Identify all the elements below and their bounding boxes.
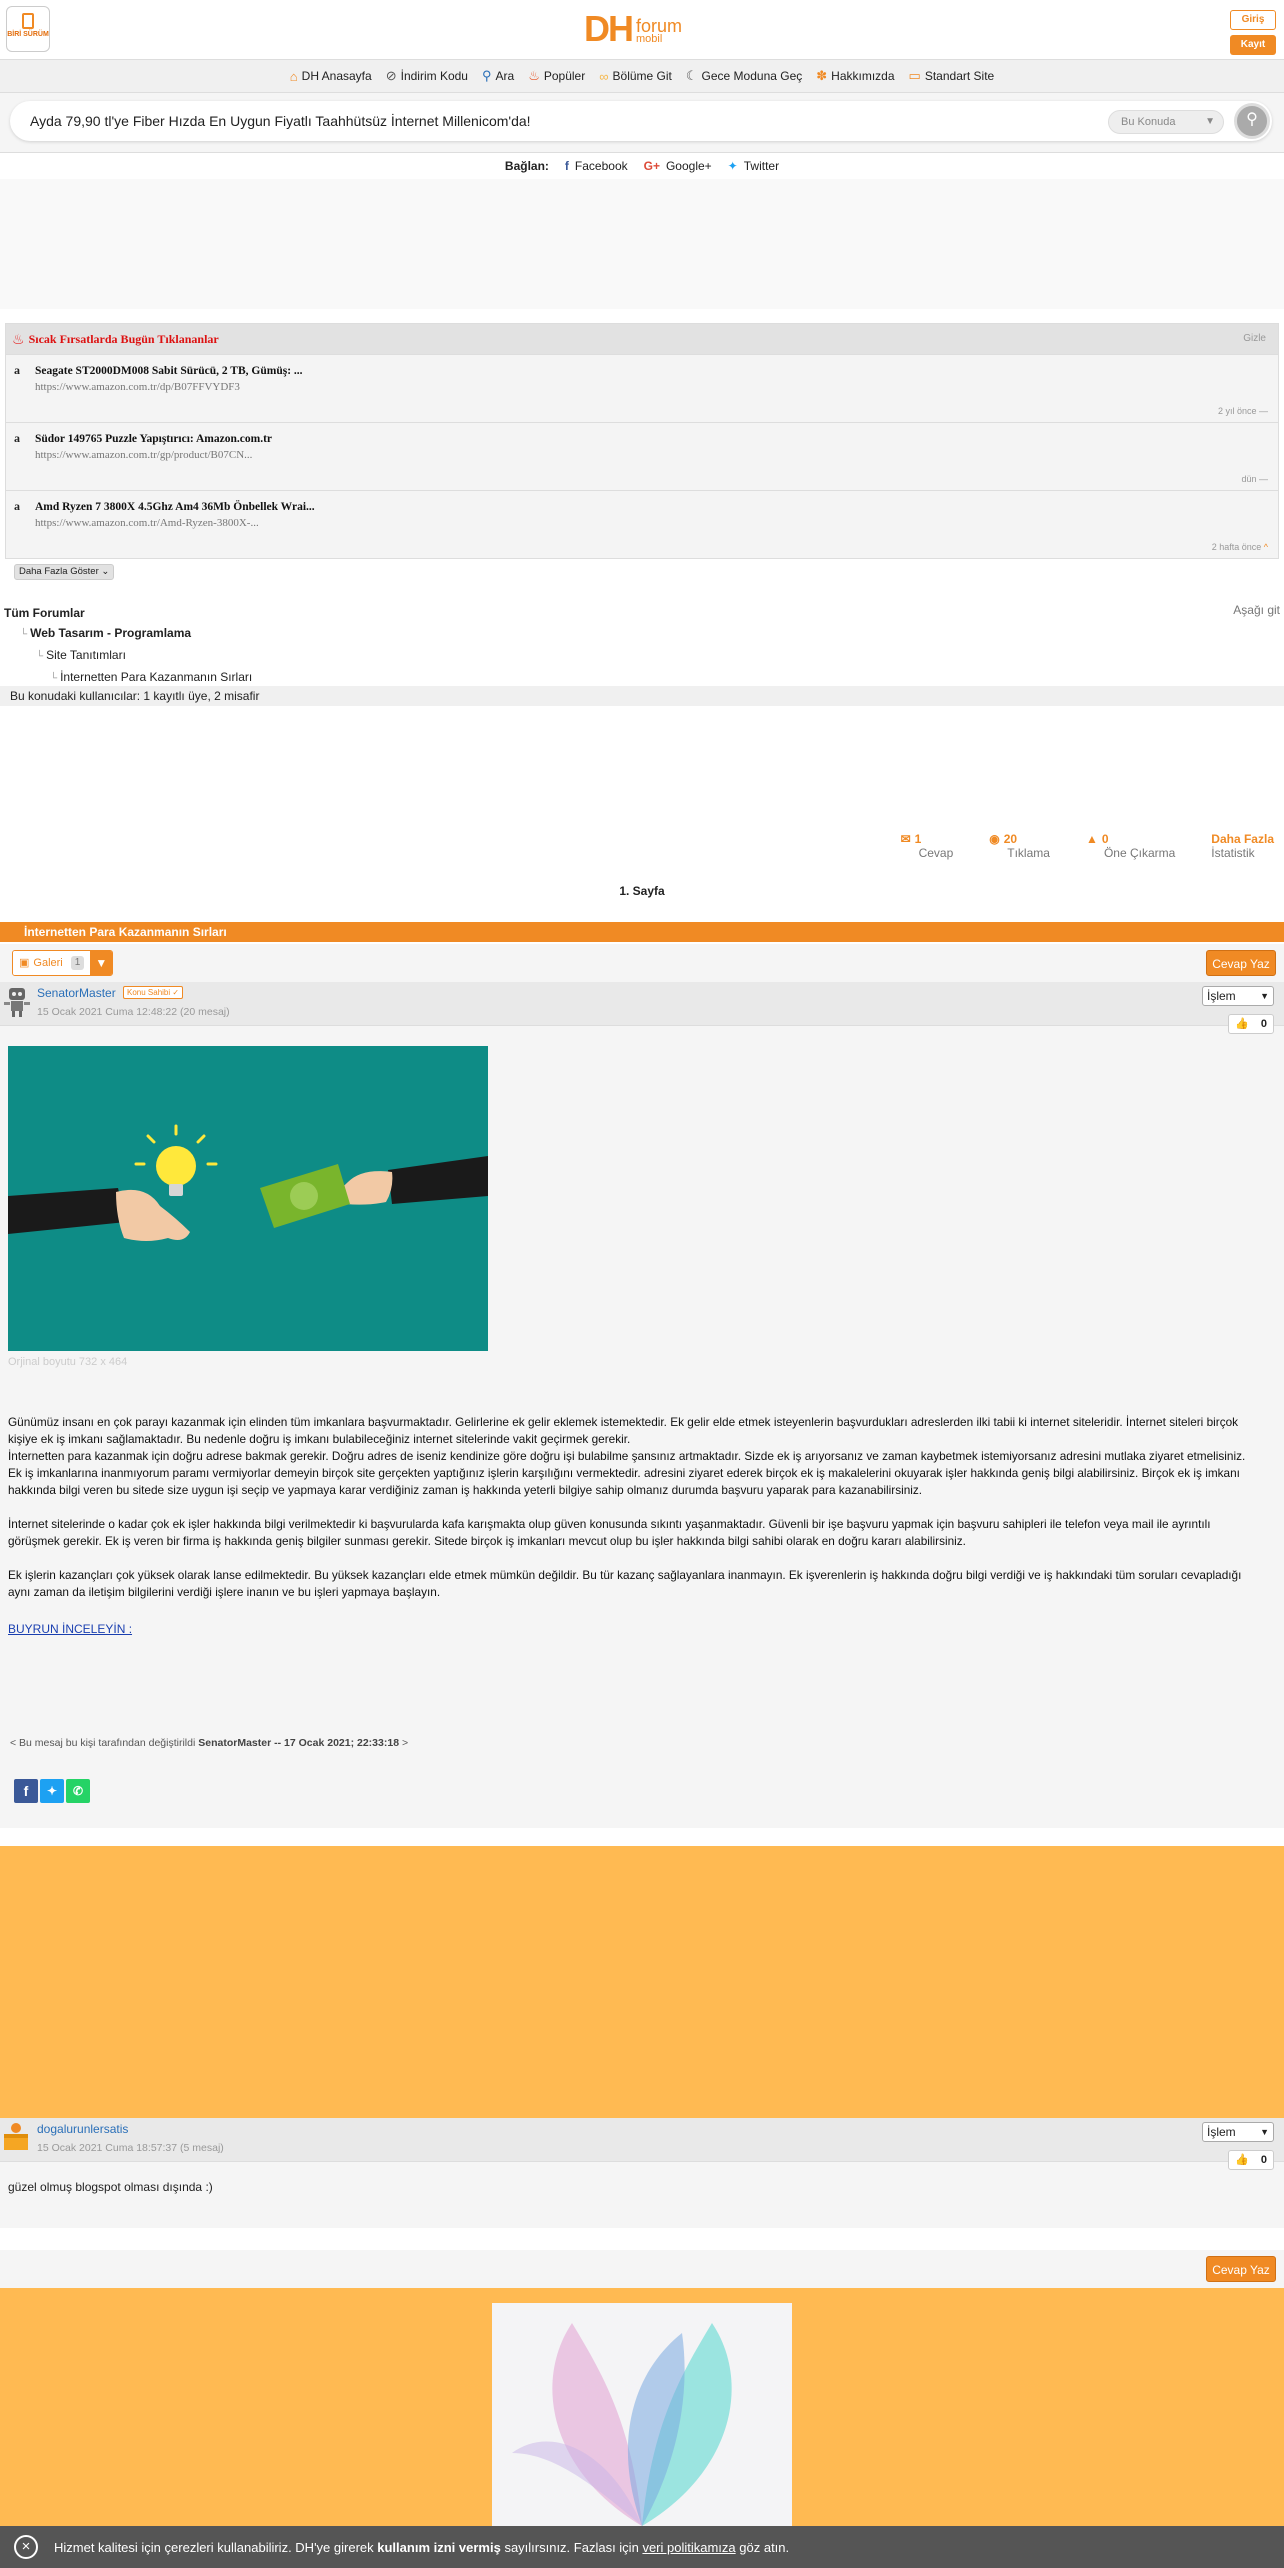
deal-time: [1212, 542, 1268, 552]
chevron-down-icon[interactable]: ▼: [90, 951, 112, 975]
stat-clicks: [989, 832, 1050, 860]
deal-time-text: 2 yıl önce: [1217, 406, 1257, 416]
link-icon: ∞: [599, 68, 609, 84]
cookie-text: göz atın.: [739, 2539, 790, 2555]
thumbs-up-icon: 👍: [1235, 1018, 1249, 1030]
image-icon: ▣: [19, 957, 30, 969]
google-plus-icon: G+: [643, 159, 660, 173]
arrow-up-icon: ▲: [1085, 832, 1098, 846]
discount-icon: ⊘: [385, 68, 397, 83]
edit-separator: --: [274, 1737, 282, 1749]
chevron-down-icon: ▼: [1260, 991, 1269, 1001]
register-button[interactable]: Kayıt: [1230, 35, 1276, 55]
share-buttons: [14, 1779, 90, 1803]
nav-item-home[interactable]: [290, 69, 372, 84]
post: [0, 982, 1284, 1828]
cookie-bold: kullanım izni vermiş: [377, 2539, 501, 2555]
google-link[interactable]: [644, 159, 712, 173]
hot-deals-title: Sıcak Fırsatlarda Bugün Tıklananlar: [28, 331, 219, 346]
fire-icon: ♨: [528, 68, 540, 83]
thumbs-up-icon: 👍: [1235, 2154, 1249, 2166]
post-image[interactable]: [8, 1046, 488, 1351]
show-more-deals-button[interactable]: [14, 564, 114, 580]
nav-item-search[interactable]: [482, 68, 514, 84]
search-button[interactable]: [1234, 103, 1270, 139]
topic-users-info: Bu konudaki kullanıcılar: 1 kayıtlı üye, 2 misafir: [0, 686, 1284, 706]
gallery-label: Galeri: [33, 957, 63, 969]
nav-item-popular[interactable]: [528, 68, 585, 84]
action-label: İşlem: [1207, 2125, 1236, 2139]
reply-button[interactable]: Cevap Yaz: [1206, 2256, 1276, 2282]
post-header: [0, 982, 1284, 1026]
edit-prefix: < Bu mesaj bu kişi tarafından değiştirildi: [10, 1737, 196, 1749]
post-paragraph: Günümüz insanı en çok parayı kazanmak için elinden tüm imkanlara başvurmaktadır. Gelirlerine ek gelir eklemek istemektedir. Ek gelir elde etmek isteyenlerin başvurdukları adreslerden ilki tabii ki internet siteleridir. İnternet siteleri birçok kişiye ek iş imkanı sağlamaktadır. Bu nedenle doğru iş imkanı bulabileceğiniz internet sitelerinde vakit geçirmek gerekir.: [8, 1415, 1239, 1446]
edit-user: SenatorMaster: [198, 1737, 272, 1749]
logo-main: DH: [584, 8, 632, 49]
breadcrumb-web-design[interactable]: [4, 623, 252, 645]
chevron-down-icon: ▼: [1205, 116, 1215, 127]
hot-deals-box: [5, 323, 1279, 559]
amazon-icon: a: [14, 431, 20, 445]
edit-date: 17 Ocak 2021; 22:33:18: [284, 1737, 400, 1749]
avatar[interactable]: [0, 2120, 34, 2154]
topic-title-bar: İnternetten Para Kazanmanın Sırları: [0, 922, 1284, 942]
cookie-banner: [0, 2526, 1284, 2568]
breadcrumb-label: Site Tanıtımları: [46, 648, 126, 662]
action-label: İşlem: [1207, 989, 1236, 1003]
main-nav: [0, 60, 1284, 93]
deal-url: https://www.amazon.com.tr/dp/B07FFVYDF3: [35, 381, 240, 393]
deal-item[interactable]: [6, 354, 1278, 422]
facebook-icon: f: [564, 159, 569, 173]
twitter-icon: ✦: [727, 159, 738, 173]
buyrun-inceleyin-link[interactable]: BUYRUN İNCELEYİN :: [8, 1622, 133, 1636]
search-icon: ⚲: [1246, 111, 1258, 128]
nav-label: İndirim Kodu: [400, 69, 468, 83]
tree-branch-icon: └: [50, 673, 58, 684]
top-header: [0, 0, 1284, 60]
post-body: güzel olmuş blogspot olması dışında :): [8, 2180, 213, 2194]
post-paragraph: Ek işlerin kazançları çok yüksek olarak lanse edilmektedir. Bu yüksek kazançları elde etmek mümkün değildir. Bu tür kazanç sağlayanlara inanmayın. Ek işverenlerin iş hakkında doğru bilgi verdiği ve iş hakkındaki tüm soruları cevapladığı aynı zaman da iletişim bilgilerini verdiği işlere inanın ve bu işleri yapmaya başlayın.: [8, 1568, 1242, 1599]
ad-block: [0, 1846, 1284, 2118]
nav-item-goto-section[interactable]: [599, 69, 672, 84]
stat-more[interactable]: [1211, 832, 1274, 860]
deal-time: dün —: [1241, 474, 1268, 484]
deal-item[interactable]: [6, 490, 1278, 558]
topic-owner-badge: Konu Sahibi ✓: [123, 986, 183, 999]
badge-label: Konu Sahibi: [127, 988, 171, 997]
site-logo[interactable]: [584, 8, 683, 49]
login-button[interactable]: Giriş: [1230, 10, 1276, 30]
close-icon[interactable]: ×: [14, 2535, 38, 2559]
hide-deals-button[interactable]: Gizle: [1243, 333, 1266, 344]
search-input[interactable]: [10, 101, 1272, 141]
connect-label: Bağlan:: [504, 159, 549, 173]
avatar[interactable]: [0, 984, 34, 1018]
post-action-select[interactable]: [1202, 2122, 1274, 2142]
deal-time-text: 2 hafta önce: [1211, 542, 1262, 552]
search-area: [0, 93, 1284, 153]
breadcrumb-label: İnternetten Para Kazanmanın Sırları: [60, 670, 253, 684]
ad-image[interactable]: [492, 2303, 792, 2526]
image-size-caption: Orjinal boyutu 732 x 464: [8, 1356, 128, 1368]
privacy-policy-link[interactable]: veri politikamıza: [642, 2539, 736, 2555]
topic-stats: [901, 832, 1274, 860]
amazon-icon: a: [14, 363, 20, 377]
go-down-link[interactable]: Aşağı git: [1233, 603, 1280, 617]
post-username[interactable]: SenatorMaster: [37, 986, 116, 1000]
post: [0, 2118, 1284, 2228]
nav-item-standard-site[interactable]: [909, 68, 995, 84]
new-version-button[interactable]: [6, 6, 50, 52]
facebook-link[interactable]: [565, 159, 628, 173]
deal-title[interactable]: Seagate ST2000DM008 Sabit Sürücü, 2 TB, Gümüş: ...: [35, 365, 303, 377]
stat-value: 20: [1003, 832, 1018, 846]
search-icon: ⚲: [481, 68, 492, 83]
ad-block: [0, 2288, 1284, 2526]
breadcrumb: [4, 603, 252, 689]
phone-icon: [22, 13, 34, 29]
twitter-share-icon[interactable]: ✦: [40, 1779, 64, 1803]
chevron-down-icon: ⌄: [101, 566, 110, 577]
like-count: 0: [1260, 2154, 1267, 2166]
logo-sub-forum: forum: [636, 16, 683, 36]
nav-label: Ara: [495, 69, 515, 83]
cookie-text: Hizmet kalitesi için çerezleri kullanabiliriz. DH'ye girerek: [54, 2539, 374, 2555]
nav-label: Standart Site: [924, 69, 995, 83]
comments-icon: ✉: [900, 832, 911, 846]
deal-url: https://www.amazon.com.tr/Amd-Ryzen-3800X-...: [35, 517, 259, 529]
search-promo-text: Ayda 79,90 tl'ye Fiber Hızda En Uygun Fiyatlı Taahhütsüz İnternet Millenicom'da!: [30, 113, 531, 129]
tree-branch-icon: └: [36, 651, 44, 662]
post-username[interactable]: dogalurunlersatis: [37, 2122, 129, 2136]
gallery-count: 1: [71, 956, 85, 970]
stat-value: 0: [1101, 832, 1109, 846]
chevron-down-icon: ▼: [1260, 2127, 1269, 2137]
deal-item[interactable]: [6, 422, 1278, 490]
deal-url: https://www.amazon.com.tr/gp/product/B07CN...: [35, 449, 253, 461]
page-number: 1. Sayfa: [619, 884, 665, 898]
moon-icon: ☾: [685, 68, 698, 83]
post-header: [0, 2118, 1284, 2162]
stat-label: Tıklama: [1007, 846, 1050, 860]
bottom-toolbar: [0, 2250, 1284, 2288]
logo-sub-mobil: mobil: [636, 33, 663, 45]
gallery-button[interactable]: [12, 950, 113, 976]
nav-item-discount[interactable]: [386, 68, 468, 84]
google-label: Google+: [665, 159, 712, 173]
nav-item-night-mode[interactable]: [686, 68, 802, 84]
eye-icon: ◉: [989, 832, 1000, 846]
paw-icon: ✽: [816, 68, 828, 83]
show-more-label: Daha Fazla Göster: [19, 566, 99, 577]
like-count: 0: [1260, 1018, 1267, 1030]
topic-toolbar: [0, 944, 1284, 982]
like-button[interactable]: [1228, 2150, 1274, 2170]
nav-label: Hakkımızda: [831, 69, 895, 83]
new-version-label: BİRİ SÜRÜM: [7, 31, 49, 38]
facebook-label: Facebook: [574, 159, 628, 173]
cookie-text: sayılırsınız. Fazlası için: [504, 2539, 639, 2555]
nav-label: DH Anasayfa: [301, 69, 372, 83]
twitter-link[interactable]: [728, 159, 779, 173]
search-scope-select[interactable]: [1108, 110, 1224, 134]
breadcrumb-site-intros[interactable]: [4, 645, 252, 667]
facebook-share-icon[interactable]: f: [14, 1779, 38, 1803]
deal-time: 2 yıl önce —: [1217, 406, 1268, 416]
stat-value: Daha Fazla: [1211, 832, 1274, 846]
breadcrumb-label: Web Tasarım - Programlama: [30, 626, 192, 640]
chevron-up-icon: ^: [1263, 542, 1268, 552]
post-date: 15 Ocak 2021 Cuma 18:57:37 (5 mesaj): [37, 2142, 224, 2154]
like-button[interactable]: [1228, 1014, 1274, 1034]
stat-replies: [901, 832, 954, 860]
post-paragraph: İnternet sitelerinde o kadar çok ek işler hakkında bilgi verilmektedir ki başvurularda kafa karışmakta olup güven konusunda sıkıntı yaşanmaktadır. Güvenli bir işe başvuru yapmak için başvuru sahipleri ile telefon veya mail ile ayrıntılı görüşmek gerekir. Ek iş veren bir firma iş hakkında geniş bilgiler sunması gerekir. Sitede birçok iş imkanları mevcut olup bu işler hakkında bilgi sahibi olarak en doğru kararı alabilirsiniz.: [8, 1517, 1211, 1548]
whatsapp-share-icon[interactable]: ✆: [66, 1779, 90, 1803]
ad-space: [0, 179, 1284, 309]
reply-button[interactable]: Cevap Yaz: [1206, 950, 1276, 976]
stat-label: İstatistik: [1211, 846, 1255, 860]
edit-suffix: >: [401, 1737, 409, 1749]
stat-label: Cevap: [918, 846, 954, 860]
nav-label: Gece Moduna Geç: [701, 69, 803, 83]
deal-time-text: dün: [1241, 474, 1257, 484]
post-body: [8, 1414, 1258, 1618]
post-action-select[interactable]: [1202, 986, 1274, 1006]
post-paragraph: İnternetten para kazanmak için doğru adrese bakmak gerekir. Doğru adres de iseniz kendinize göre doğru işi bulabilme şansınız artmaktadır. Sizde ek iş arıyorsanız ve zaman kaybetmek istemiyorsanız adresini mutlaka ziyaret etmelisiniz. Ek iş imkanlarına inanmıyorum paramı vermiyorlar demeyin birçok site gerçekten yaptığınız işlerin karşılığını vermektedir. adresini ziyaret ederek birçok ek iş makalelerini okuyarak işler hakkında geniş bilgi alabilirsiniz. Birçok ek iş imkanı hakkında bilgi veren bu sitede size uygun işi seçip ve yapmaya karar verdiğiniz zaman iş hakkında yeterli bilgiye sahip olmanız durumda başvuru yaparak para kazanabilirsiniz.: [8, 1449, 1246, 1497]
amazon-icon: a: [14, 499, 20, 513]
nav-label: Bölüme Git: [612, 69, 672, 83]
search-scope-value: Bu Konuda: [1121, 116, 1176, 128]
monitor-icon: ▭: [908, 68, 921, 83]
deal-title[interactable]: Südor 149765 Puzzle Yapıştırıcı: Amazon.com.tr: [35, 433, 273, 445]
tree-branch-icon: └: [20, 629, 28, 640]
home-icon: ⌂: [289, 68, 298, 84]
stat-value: 1: [914, 832, 922, 846]
fire-icon: ♨: [12, 330, 25, 347]
hot-deals-header: [6, 324, 1278, 354]
breadcrumb-all-forums[interactable]: Tüm Forumlar: [4, 606, 85, 620]
post-date: 15 Ocak 2021 Cuma 12:48:22 (20 mesaj): [37, 1006, 230, 1018]
edit-note: [10, 1737, 408, 1749]
social-connect: [0, 153, 1284, 179]
deal-title[interactable]: Amd Ryzen 7 3800X 4.5Ghz Am4 36Mb Önbellek Wrai...: [35, 501, 315, 513]
stat-promotions: [1086, 832, 1175, 860]
twitter-label: Twitter: [743, 159, 780, 173]
stat-label: Öne Çıkarma: [1103, 846, 1176, 860]
nav-item-about[interactable]: [816, 68, 894, 84]
nav-label: Popüler: [543, 69, 586, 83]
